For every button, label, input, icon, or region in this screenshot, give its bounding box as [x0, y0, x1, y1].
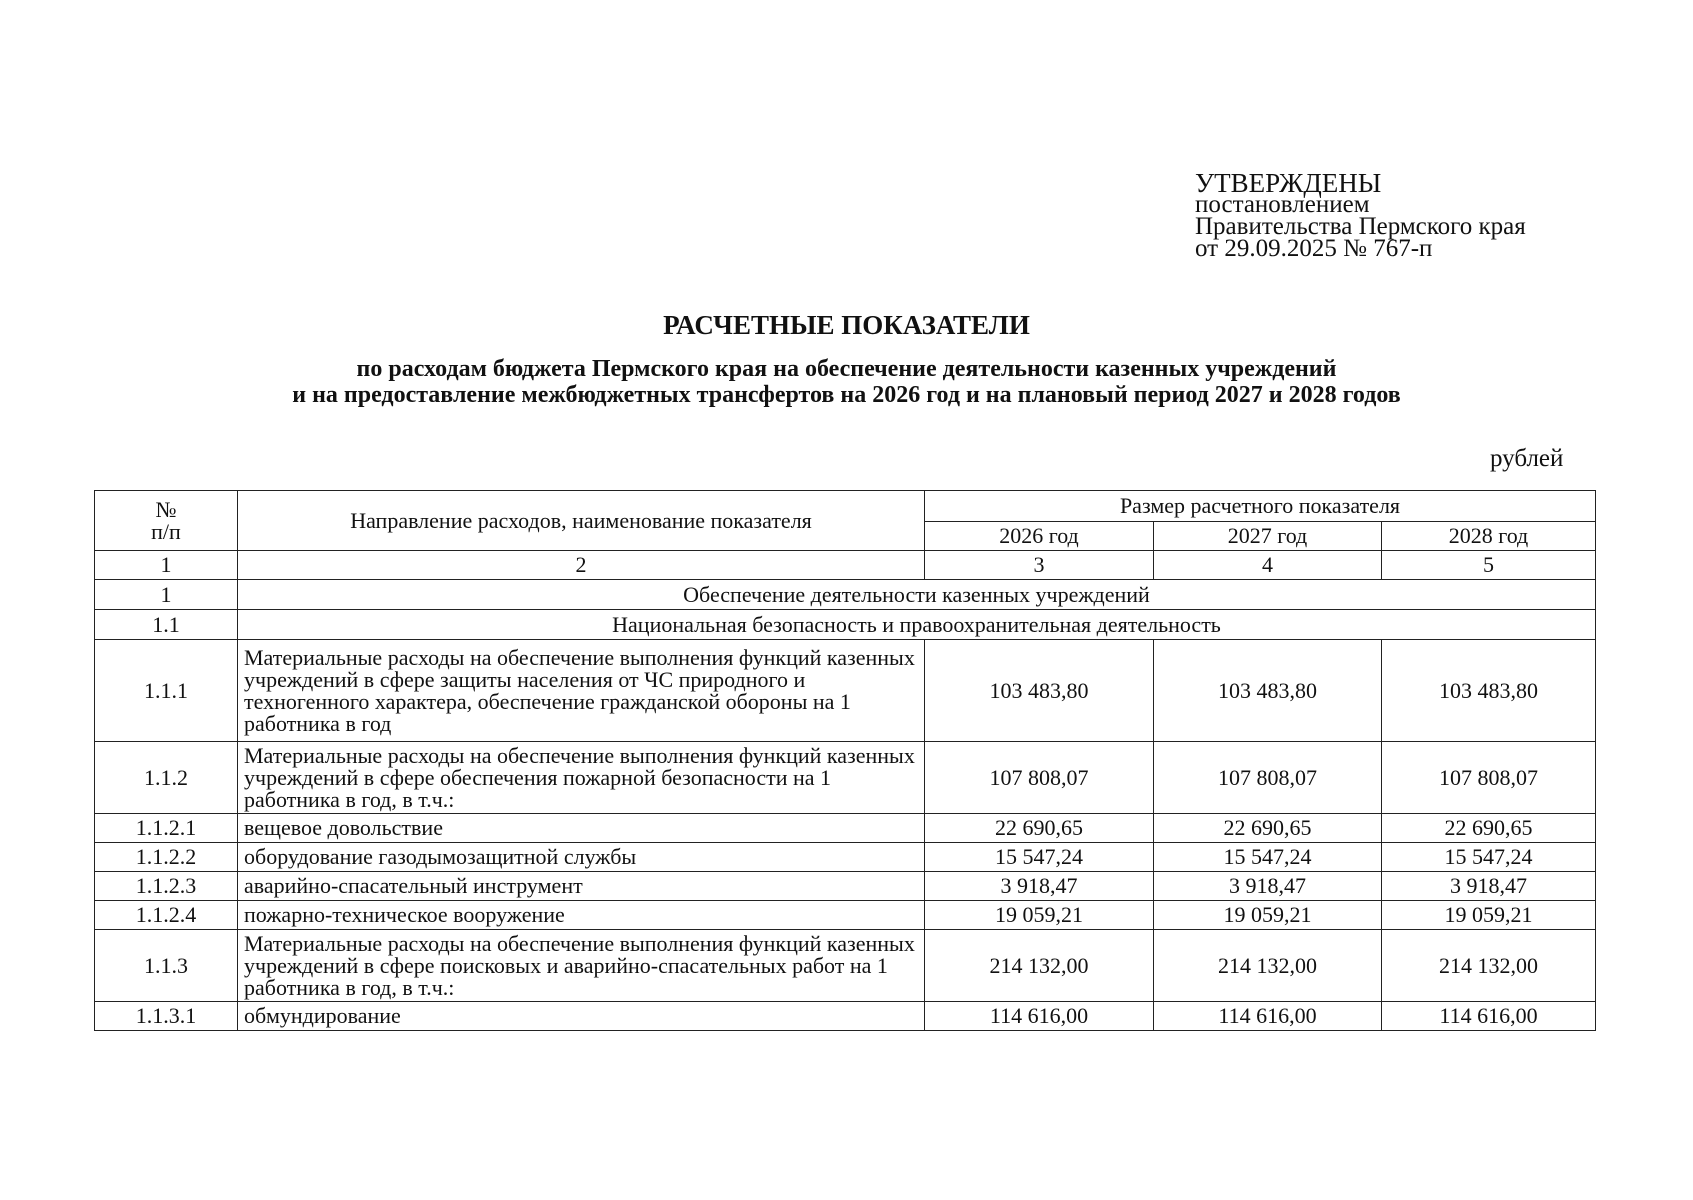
approval-block: [1195, 168, 1526, 262]
header-num: [95, 491, 238, 551]
approval-line: от 29.09.2025 № 767-п: [1195, 235, 1433, 262]
row-num: 1.1.3: [95, 930, 238, 1002]
row-value-2028: 214 132,00: [1382, 930, 1596, 1002]
column-number: 1: [95, 551, 238, 580]
indicators-table: [94, 490, 1596, 1031]
row-num: 1.1.2.1: [95, 814, 238, 843]
row-value-2026: 214 132,00: [925, 930, 1154, 1002]
header-year-2027: 2027 год: [1154, 522, 1382, 551]
row-value-2027: 107 808,07: [1154, 742, 1382, 814]
row-value-2026: 15 547,24: [925, 843, 1154, 872]
column-number: 4: [1154, 551, 1382, 580]
row-value-2027: 15 547,24: [1154, 843, 1382, 872]
row-name: вещевое довольствие: [238, 814, 925, 843]
column-number: 2: [238, 551, 925, 580]
row-num: 1.1.3.1: [95, 1002, 238, 1031]
row-name: Материальные расходы на обеспечение выполнения функций казенных учреждений в сфере обеспечения пожарной безопасности на 1 работника в год, в т.ч.:: [238, 742, 925, 814]
subsection-row: [95, 610, 1596, 640]
subsection-label: Национальная безопасность и правоохранительная деятельность: [238, 610, 1596, 640]
header-year-2028: 2028 год: [1382, 522, 1596, 551]
section-num: 1: [95, 580, 238, 610]
subsection-num: 1.1: [95, 610, 238, 640]
row-name: обмундирование: [238, 1002, 925, 1031]
document-subtitle: [0, 356, 1693, 408]
table-row: [95, 843, 1596, 872]
table-row: [95, 640, 1596, 742]
table-row: [95, 742, 1596, 814]
row-value-2028: 103 483,80: [1382, 640, 1596, 742]
row-name: пожарно-техническое вооружение: [238, 901, 925, 930]
row-value-2026: 107 808,07: [925, 742, 1154, 814]
table-header-row: [95, 491, 1596, 522]
section-row: [95, 580, 1596, 610]
row-num: 1.1.2.4: [95, 901, 238, 930]
row-name: Материальные расходы на обеспечение выполнения функций казенных учреждений в сфере защиты населения от ЧС природного и техногенного характера, обеспечение гражданской обороны на 1 работника в год: [238, 640, 925, 742]
header-size: Размер расчетного показателя: [925, 491, 1596, 522]
row-value-2027: 114 616,00: [1154, 1002, 1382, 1031]
row-value-2027: 103 483,80: [1154, 640, 1382, 742]
header-num-line: №: [155, 496, 177, 522]
row-num: 1.1.2.3: [95, 872, 238, 901]
row-value-2026: 114 616,00: [925, 1002, 1154, 1031]
row-value-2028: 15 547,24: [1382, 843, 1596, 872]
column-number-row: [95, 551, 1596, 580]
approval-line: постановлением: [1195, 191, 1370, 218]
section-label: Обеспечение деятельности казенных учреждений: [238, 580, 1596, 610]
row-value-2028: 19 059,21: [1382, 901, 1596, 930]
column-number: 5: [1382, 551, 1596, 580]
table-row: [95, 1002, 1596, 1031]
table-row: [95, 901, 1596, 930]
row-value-2028: 22 690,65: [1382, 814, 1596, 843]
approval-heading: УТВЕРЖДЕНЫ: [1195, 168, 1382, 198]
row-name: оборудование газодымозащитной службы: [238, 843, 925, 872]
document-title: РАСЧЕТНЫЕ ПОКАЗАТЕЛИ: [663, 310, 1030, 340]
approval-line: Правительства Пермского края: [1195, 213, 1526, 240]
header-num-line: п/п: [151, 518, 181, 544]
subtitle-line: и на предоставление межбюджетных трансфертов на 2026 год и на плановый период 2027 и 2028 годов: [292, 382, 1401, 408]
header-year-2026: 2026 год: [925, 522, 1154, 551]
table-row: [95, 814, 1596, 843]
row-value-2027: 214 132,00: [1154, 930, 1382, 1002]
column-number: 3: [925, 551, 1154, 580]
row-value-2026: 19 059,21: [925, 901, 1154, 930]
row-value-2027: 3 918,47: [1154, 872, 1382, 901]
row-value-2027: 22 690,65: [1154, 814, 1382, 843]
table-row: [95, 872, 1596, 901]
row-name: Материальные расходы на обеспечение выполнения функций казенных учреждений в сфере поисковых и аварийно-спасательных работ на 1 работника в год, в т.ч.:: [238, 930, 925, 1002]
row-num: 1.1.2: [95, 742, 238, 814]
row-value-2028: 3 918,47: [1382, 872, 1596, 901]
subtitle-line: по расходам бюджета Пермского края на обеспечение деятельности казенных учреждений: [356, 356, 1337, 382]
table-row: [95, 930, 1596, 1002]
row-value-2027: 19 059,21: [1154, 901, 1382, 930]
row-value-2026: 22 690,65: [925, 814, 1154, 843]
row-num: 1.1.2.2: [95, 843, 238, 872]
row-value-2028: 114 616,00: [1382, 1002, 1596, 1031]
row-value-2026: 3 918,47: [925, 872, 1154, 901]
unit-label: рублей: [1490, 445, 1564, 472]
header-direction: Направление расходов, наименование показателя: [238, 491, 925, 551]
row-num: 1.1.1: [95, 640, 238, 742]
row-value-2028: 107 808,07: [1382, 742, 1596, 814]
row-name: аварийно-спасательный инструмент: [238, 872, 925, 901]
row-value-2026: 103 483,80: [925, 640, 1154, 742]
